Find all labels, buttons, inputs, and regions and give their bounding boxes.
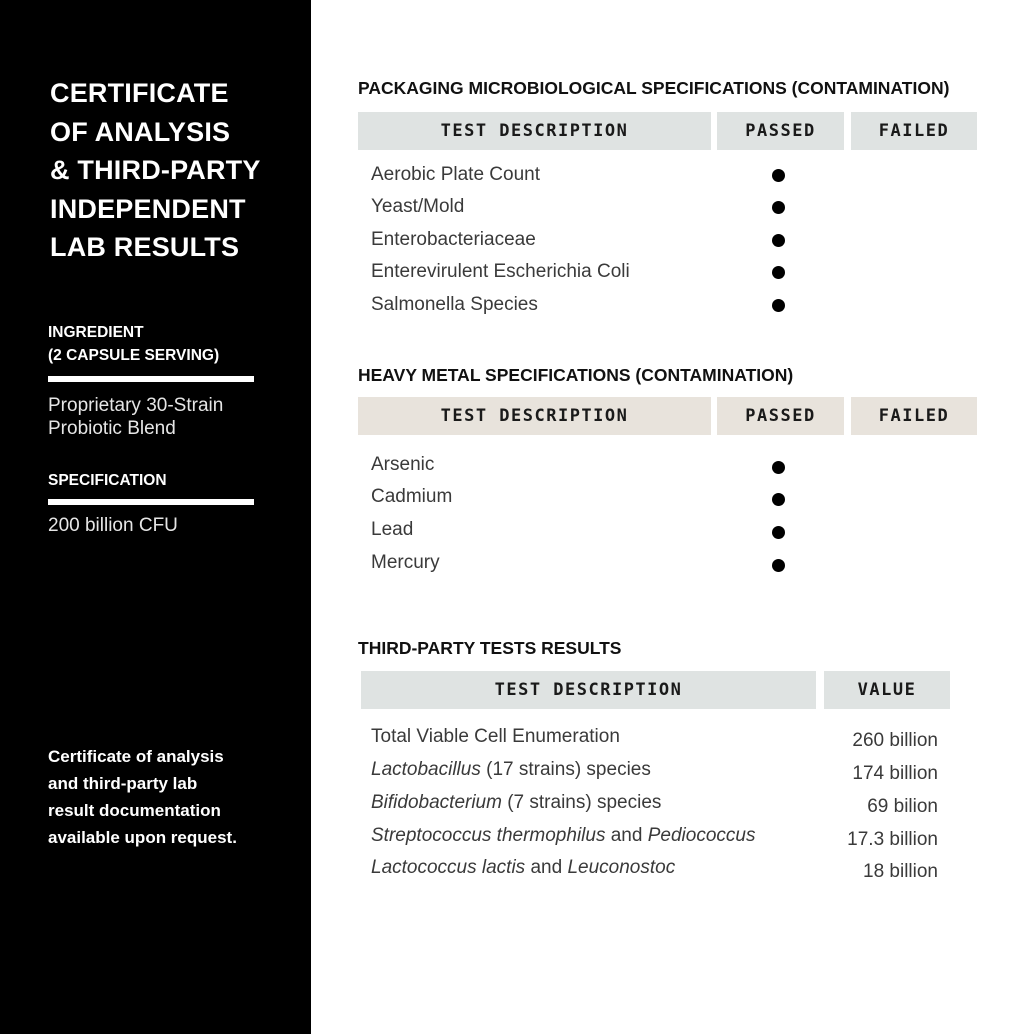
metal-row-label: Cadmium	[371, 486, 453, 507]
page-title	[50, 74, 300, 267]
label-part-italic: Bifidobacterium	[371, 792, 502, 813]
heavy-metal-section-title: HEAVY METAL SPECIFICATIONS (CONTAMINATION)	[358, 365, 794, 385]
micro-header-failed: FAILED	[851, 112, 977, 150]
third-row-value: 18 billion	[863, 861, 938, 882]
third-party-section-title: THIRD-PARTY TESTS RESULTS	[358, 638, 622, 658]
third-header-description: TEST DESCRIPTION	[361, 671, 816, 709]
divider	[48, 499, 254, 505]
micro-row-label: Aerobic Plate Count	[371, 164, 540, 185]
ingredient-label-line: INGREDIENT	[48, 324, 144, 341]
title-line: CERTIFICATE	[50, 78, 229, 108]
ingredient-value	[48, 394, 223, 440]
metal-header-description: TEST DESCRIPTION	[358, 397, 711, 435]
passed-dot-icon	[772, 201, 785, 214]
label-part: Total Viable Cell Enumeration	[371, 726, 620, 747]
metal-header-passed: PASSED	[717, 397, 844, 435]
passed-dot-icon	[772, 266, 785, 279]
third-header-value: VALUE	[824, 671, 950, 709]
specification-label: SPECIFICATION	[48, 472, 167, 489]
label-part-italic: Pediococcus	[647, 825, 756, 846]
title-line: & THIRD-PARTY	[50, 155, 261, 185]
ingredient-value-line: Proprietary 30-Strain	[48, 395, 224, 416]
passed-dot-icon	[772, 526, 785, 539]
label-part-italic: Lactobacillus	[371, 759, 481, 780]
note-line: Certificate of analysis	[48, 747, 224, 766]
third-row-value: 174 billion	[852, 763, 938, 784]
micro-row-label: Enterobacteriaceae	[371, 229, 536, 250]
title-line: INDEPENDENT	[50, 193, 246, 224]
third-row-label	[371, 726, 620, 748]
availability-note	[48, 743, 288, 851]
third-row-label	[371, 792, 661, 814]
metal-row-label: Arsenic	[371, 454, 435, 475]
third-row-label	[371, 759, 651, 781]
micro-row-label: Yeast/Mold	[371, 196, 465, 217]
third-row-value: 17.3 billion	[847, 829, 938, 850]
label-part-italic: Leuconostoc	[567, 857, 676, 878]
ingredient-label-line: (2 CAPSULE SERVING)	[48, 347, 220, 364]
third-row-label	[371, 857, 675, 879]
microbiological-section-title: PACKAGING MICROBIOLOGICAL SPECIFICATIONS (CONTAMINATION)	[358, 78, 950, 98]
ingredient-label	[48, 321, 219, 367]
ingredient-value-line: Probiotic Blend	[48, 418, 176, 439]
micro-header-description: TEST DESCRIPTION	[358, 112, 711, 150]
label-part: and	[605, 825, 648, 846]
metal-header-failed: FAILED	[851, 397, 977, 435]
passed-dot-icon	[772, 493, 785, 506]
micro-row-label: Enterevirulent Escherichia Coli	[371, 261, 630, 282]
metal-row-label: Lead	[371, 519, 414, 540]
third-row-value: 260 billion	[852, 730, 938, 751]
metal-row-label: Mercury	[371, 552, 440, 573]
passed-dot-icon	[772, 234, 785, 247]
passed-dot-icon	[772, 461, 785, 474]
micro-header-passed: PASSED	[717, 112, 844, 150]
label-part-italic: Streptococcus thermophilus	[371, 825, 606, 846]
note-line: available upon request.	[48, 828, 237, 847]
note-line: result documentation	[48, 801, 221, 820]
third-row-label	[371, 825, 755, 847]
specification-value: 200 billion CFU	[48, 515, 178, 536]
note-line: and third-party lab	[48, 774, 198, 793]
passed-dot-icon	[772, 299, 785, 312]
third-row-value: 69 bilion	[867, 796, 938, 817]
divider	[48, 376, 254, 382]
passed-dot-icon	[772, 169, 785, 182]
micro-row-label: Salmonella Species	[371, 294, 538, 315]
label-part: (7 strains) species	[501, 792, 662, 813]
label-part: and	[525, 857, 568, 878]
label-part: (17 strains) species	[480, 759, 651, 780]
title-line: LAB RESULTS	[50, 232, 240, 262]
label-part-italic: Lactococcus lactis	[371, 857, 526, 878]
passed-dot-icon	[772, 559, 785, 572]
title-line: OF ANALYSIS	[50, 116, 231, 147]
sidebar	[0, 0, 311, 1034]
